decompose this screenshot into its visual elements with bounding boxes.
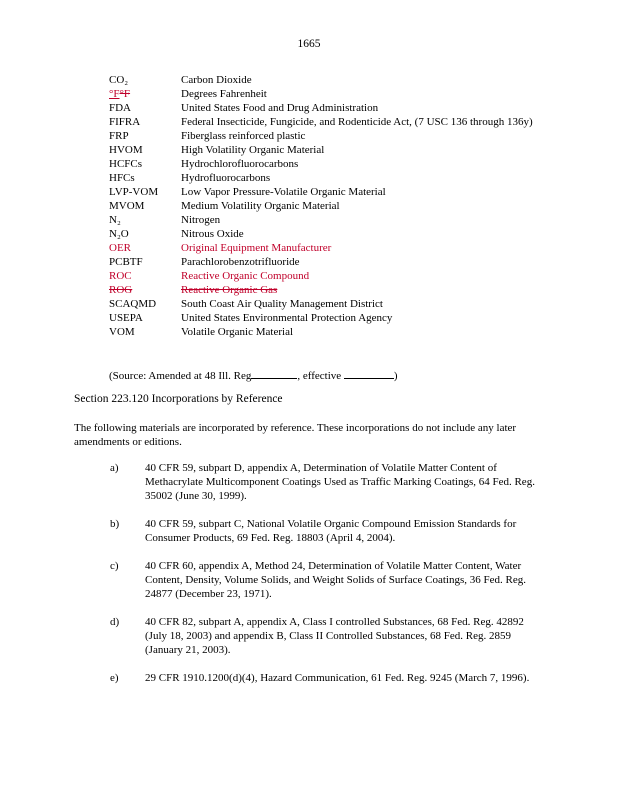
definition-abbreviation: HVOM: [109, 144, 143, 156]
list-item: [74, 517, 540, 545]
item-label: b): [110, 518, 120, 530]
incorporation-list: [74, 461, 540, 699]
definition-abbreviation: PCBTF: [109, 256, 143, 268]
definition-abbreviation: USEPA: [109, 312, 143, 324]
item-label: d): [110, 616, 120, 628]
definition-meaning: United States Environmental Protection Agency: [181, 312, 393, 324]
definition-abbreviation: [109, 87, 181, 101]
list-item: [74, 671, 540, 685]
definition-meaning: Volatile Organic Material: [181, 326, 294, 338]
definition-row: [109, 87, 549, 101]
definition-row: [109, 297, 549, 311]
definition-meaning: Degrees Fahrenheit: [181, 88, 267, 100]
definition-abbreviation: VOM: [109, 326, 135, 338]
definition-row: [109, 213, 549, 227]
definition-meaning: United States Food and Drug Administration: [181, 102, 379, 114]
definition-row: [109, 73, 549, 87]
intro-paragraph: The following materials are incorporated by reference. These incorporations do not include any later amendments or editions.: [74, 422, 517, 448]
definition-abbreviation: N₂: [109, 214, 121, 226]
definition-abbreviation: HCFCs: [109, 158, 143, 170]
definitions-list: [109, 73, 549, 339]
definition-meaning: Original Equipment Manufacturer: [181, 242, 332, 254]
definition-abbreviation: FIFRA: [109, 116, 141, 128]
definition-abbreviation: ROC: [109, 270, 132, 282]
definition-row: [109, 171, 549, 185]
definition-abbreviation: MVOM: [109, 200, 145, 212]
register-page-blank: [251, 368, 297, 379]
definition-row: [109, 199, 549, 213]
item-label: a): [110, 462, 119, 474]
definition-abbreviation: OER: [109, 242, 131, 254]
definition-row: [109, 157, 549, 171]
effective-date-blank: [344, 368, 394, 379]
definition-abbreviation: N₂O: [109, 228, 129, 240]
item-text: 40 CFR 59, subpart D, appendix A, Determination of Volatile Matter Content of Methacrylate Multicomponent Coatings Used as Traffic Marking Coatings, 64 Fed. Reg. 35002 (June 30, 1999).: [145, 462, 535, 502]
definition-meaning: South Coast Air Quality Management District: [181, 298, 383, 310]
source-suffix: ): [393, 370, 398, 382]
definition-abbreviation: FDA: [109, 102, 132, 114]
definition-row-inserted: [109, 241, 549, 255]
definition-meaning: Federal Insecticide, Fungicide, and Rodenticide Act, (7 USC 136 through 136y): [181, 116, 533, 128]
list-item: [74, 461, 540, 503]
item-label: c): [110, 560, 119, 572]
definition-meaning: Low Vapor Pressure-Volatile Organic Material: [181, 186, 386, 198]
definition-abbreviation: CO₂: [109, 74, 129, 86]
list-item: [74, 559, 540, 601]
definition-row: [109, 143, 549, 157]
definition-row: [109, 255, 549, 269]
definition-meaning: Carbon Dioxide: [181, 74, 252, 86]
item-text: 40 CFR 59, subpart C, National Volatile Organic Compound Emission Standards for Consumer Products, 69 Fed. Reg. 18803 (April 4, 2004).: [145, 518, 517, 544]
section-heading: Section 223.120 Incorporations by Reference: [74, 393, 283, 405]
source-prefix: (Source: Amended at 48 Ill. Reg: [109, 370, 252, 382]
definition-abbreviation: LVP-VOM: [109, 186, 159, 198]
definition-meaning: Reactive Organic Gas: [181, 284, 278, 296]
definition-row: [109, 101, 549, 115]
definition-meaning: Reactive Organic Compound: [181, 270, 310, 282]
definition-row: [109, 325, 549, 339]
definition-row: [109, 129, 549, 143]
definition-abbreviation: SCAQMD: [109, 298, 157, 310]
definition-abbreviation: ROG: [109, 284, 133, 296]
definition-meaning: Medium Volatility Organic Material: [181, 200, 340, 212]
definition-meaning: High Volatility Organic Material: [181, 144, 325, 156]
source-middle: , effective: [297, 370, 344, 382]
list-item: [74, 615, 540, 657]
definition-row: [109, 115, 549, 129]
source-note: [109, 368, 398, 383]
definition-meaning: Fiberglass reinforced plastic: [181, 130, 306, 142]
definition-meaning: Nitrous Oxide: [181, 228, 244, 240]
definition-abbreviation: FRP: [109, 130, 129, 142]
deleted-abbreviation: °F: [119, 88, 131, 100]
definition-row: [109, 185, 549, 199]
definition-row: [109, 227, 549, 241]
definition-meaning: Parachlorobenzotrifluoride: [181, 256, 300, 268]
definition-row-inserted: [109, 269, 549, 283]
item-text: 40 CFR 60, appendix A, Method 24, Determination of Volatile Matter Content, Water Content, Density, Volume Solids, and Weight Solids of Surface Coatings, 36 Fed. Reg. 24877 (December 23, 1971).: [145, 560, 526, 600]
definition-row: [109, 311, 549, 325]
item-text: 29 CFR 1910.1200(d)(4), Hazard Communication, 61 Fed. Reg. 9245 (March 7, 1996).: [145, 672, 530, 684]
definition-meaning: Hydrochlorofluorocarbons: [181, 158, 299, 170]
item-text: 40 CFR 82, subpart A, appendix A, Class I controlled Substances, 68 Fed. Reg. 42892 (July 18, 2003) and appendix B, Class II Controlled Substances, 68 Fed. Reg. 2859 (January 21, 2003).: [145, 616, 524, 656]
page-number: 1665: [297, 38, 321, 50]
definition-meaning: Hydrofluorocarbons: [181, 172, 271, 184]
definition-row-deleted: [109, 283, 549, 297]
inserted-abbreviation: °F: [109, 88, 120, 100]
definition-abbreviation: HFCs: [109, 172, 135, 184]
definition-meaning: Nitrogen: [181, 214, 221, 226]
item-label: e): [110, 672, 119, 684]
